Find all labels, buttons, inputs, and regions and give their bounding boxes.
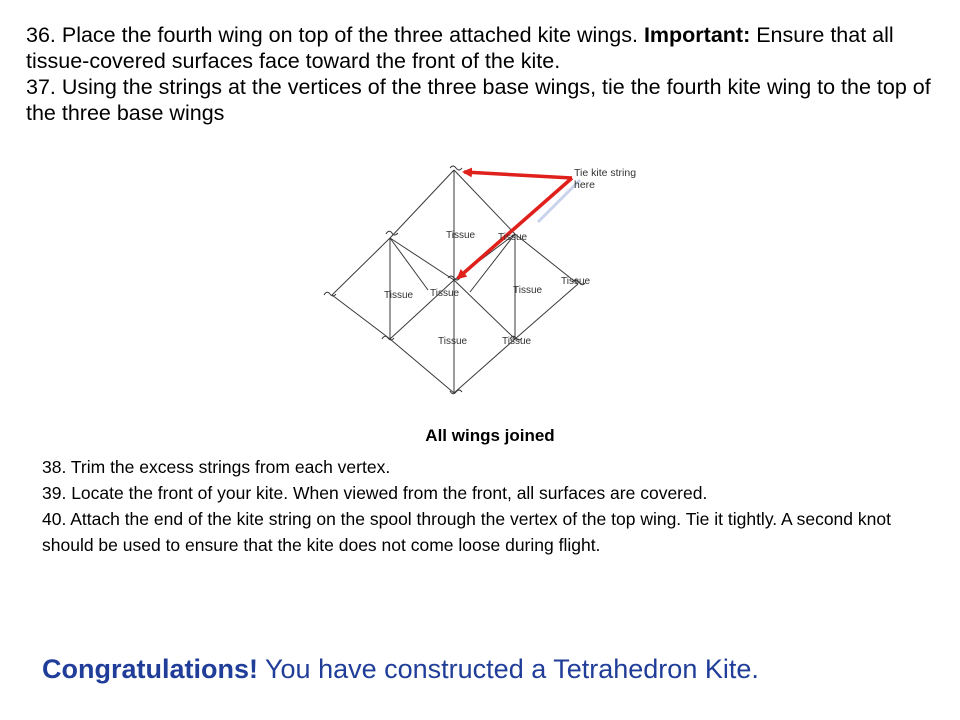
step-36-rest: Ensure that all tissue-covered surfaces face toward the front of the kite.: [26, 23, 894, 73]
congratulations-rest: You have constructed a Tetrahedron Kite.: [265, 654, 759, 684]
step-37: 37. Using the strings at the vertices of the three base wings, tie the fourth kite wing to the top of the three base wings: [26, 75, 931, 125]
step-36: [26, 22, 946, 74]
diagram-caption: All wings joined: [425, 426, 555, 445]
tissue-label: Tissue: [384, 290, 414, 301]
step-36-important-label: Important:: [643, 23, 751, 47]
bottom-instructions: [42, 454, 942, 558]
kite-diagram: [310, 150, 660, 410]
congratulations-message: [42, 654, 942, 685]
tissue-label: Tissue: [430, 288, 460, 299]
tissue-label: Tissue: [561, 276, 591, 287]
tissue-label: Tissue: [502, 336, 532, 347]
callout-label-line2: here: [574, 179, 596, 191]
top-instructions: [26, 22, 946, 126]
step-39: 39. Locate the front of your kite. When viewed from the front, all surfaces are covered.: [42, 483, 708, 503]
step-38: 38. Trim the excess strings from each vertex.: [42, 457, 391, 477]
tissue-label: Tissue: [446, 230, 476, 241]
step-36-main: 36. Place the fourth wing on top of the three attached kite wings.: [26, 23, 638, 47]
tissue-label: Tissue: [438, 336, 468, 347]
callout-label-line1: Tie kite string: [574, 167, 637, 179]
tissue-label: Tissue: [498, 232, 528, 243]
tissue-label: Tissue: [513, 285, 543, 296]
congratulations-bold: Congratulations!: [42, 654, 258, 684]
kite-diagram-svg: [310, 150, 660, 410]
step-40: 40. Attach the end of the kite string on the spool through the vertex of the top wing. Tie it tightly. A second knot should be used to ensure that the kite does not come loose during flight.: [42, 509, 891, 555]
